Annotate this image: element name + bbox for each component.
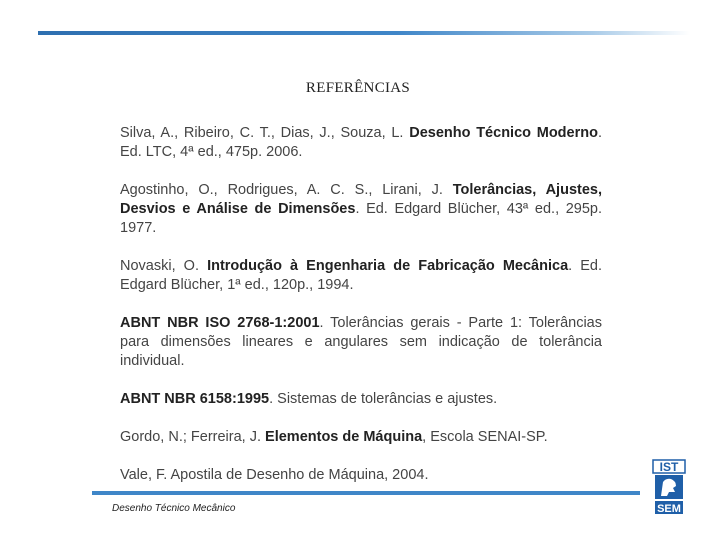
reference-item <box>120 314 602 371</box>
reference-item <box>120 124 602 162</box>
logo-top-text: IST <box>659 460 679 474</box>
reference-title: Tolerâncias, Ajustes, Desvios e Análise de Dimensões <box>120 182 602 217</box>
reference-details: . Tolerâncias gerais - Parte 1: Tolerâncias para dimensões lineares e angulares sem indicação de tolerância individual. <box>120 315 602 369</box>
reference-details: . Ed. Edgard Blücher, 1ª ed., 120p., 1994. <box>120 258 603 293</box>
top-rule <box>38 31 690 35</box>
reference-details: . Sistemas de tolerâncias e ajustes. <box>269 391 498 407</box>
reference-title: ABNT NBR ISO 2768-1:2001 <box>120 315 320 331</box>
reference-item <box>120 428 602 447</box>
reference-list <box>120 124 602 504</box>
reference-title: Desenho Técnico Moderno <box>409 125 598 141</box>
reference-details: , Escola SENAI-SP. <box>422 429 548 445</box>
logo-bottom-text: SEM <box>657 503 681 515</box>
reference-title: Elementos de Máquina <box>265 429 423 445</box>
footer-course-title: Desenho Técnico Mecânico <box>112 503 236 514</box>
reference-item <box>120 390 602 409</box>
reference-title: Introdução à Engenharia de Fabricação Mecânica <box>207 258 569 274</box>
reference-item <box>120 257 602 295</box>
reference-authors: Novaski, O. <box>120 258 208 274</box>
reference-authors: Silva, A., Ribeiro, C. T., Dias, J., Souza, L. <box>120 125 410 141</box>
reference-item <box>120 181 602 238</box>
reference-authors: Vale, F. Apostila de Desenho de Máquina, 2004. <box>120 467 429 483</box>
reference-item <box>120 466 602 485</box>
reference-details: . Ed. Edgard Blücher, 43ª ed., 295p. 1977. <box>120 201 602 236</box>
page-title: REFERÊNCIAS <box>305 80 411 96</box>
reference-title: ABNT NBR 6158:1995 <box>120 391 270 407</box>
reference-authors: Agostinho, O., Rodrigues, A. C. S., Lirani, J. <box>120 182 453 198</box>
reference-authors: Gordo, N.; Ferreira, J. <box>120 429 266 445</box>
institution-logo <box>652 459 686 515</box>
bottom-rule <box>92 491 640 495</box>
reference-details: . Ed. LTC, 4ª ed., 475p. 2006. <box>120 125 602 160</box>
